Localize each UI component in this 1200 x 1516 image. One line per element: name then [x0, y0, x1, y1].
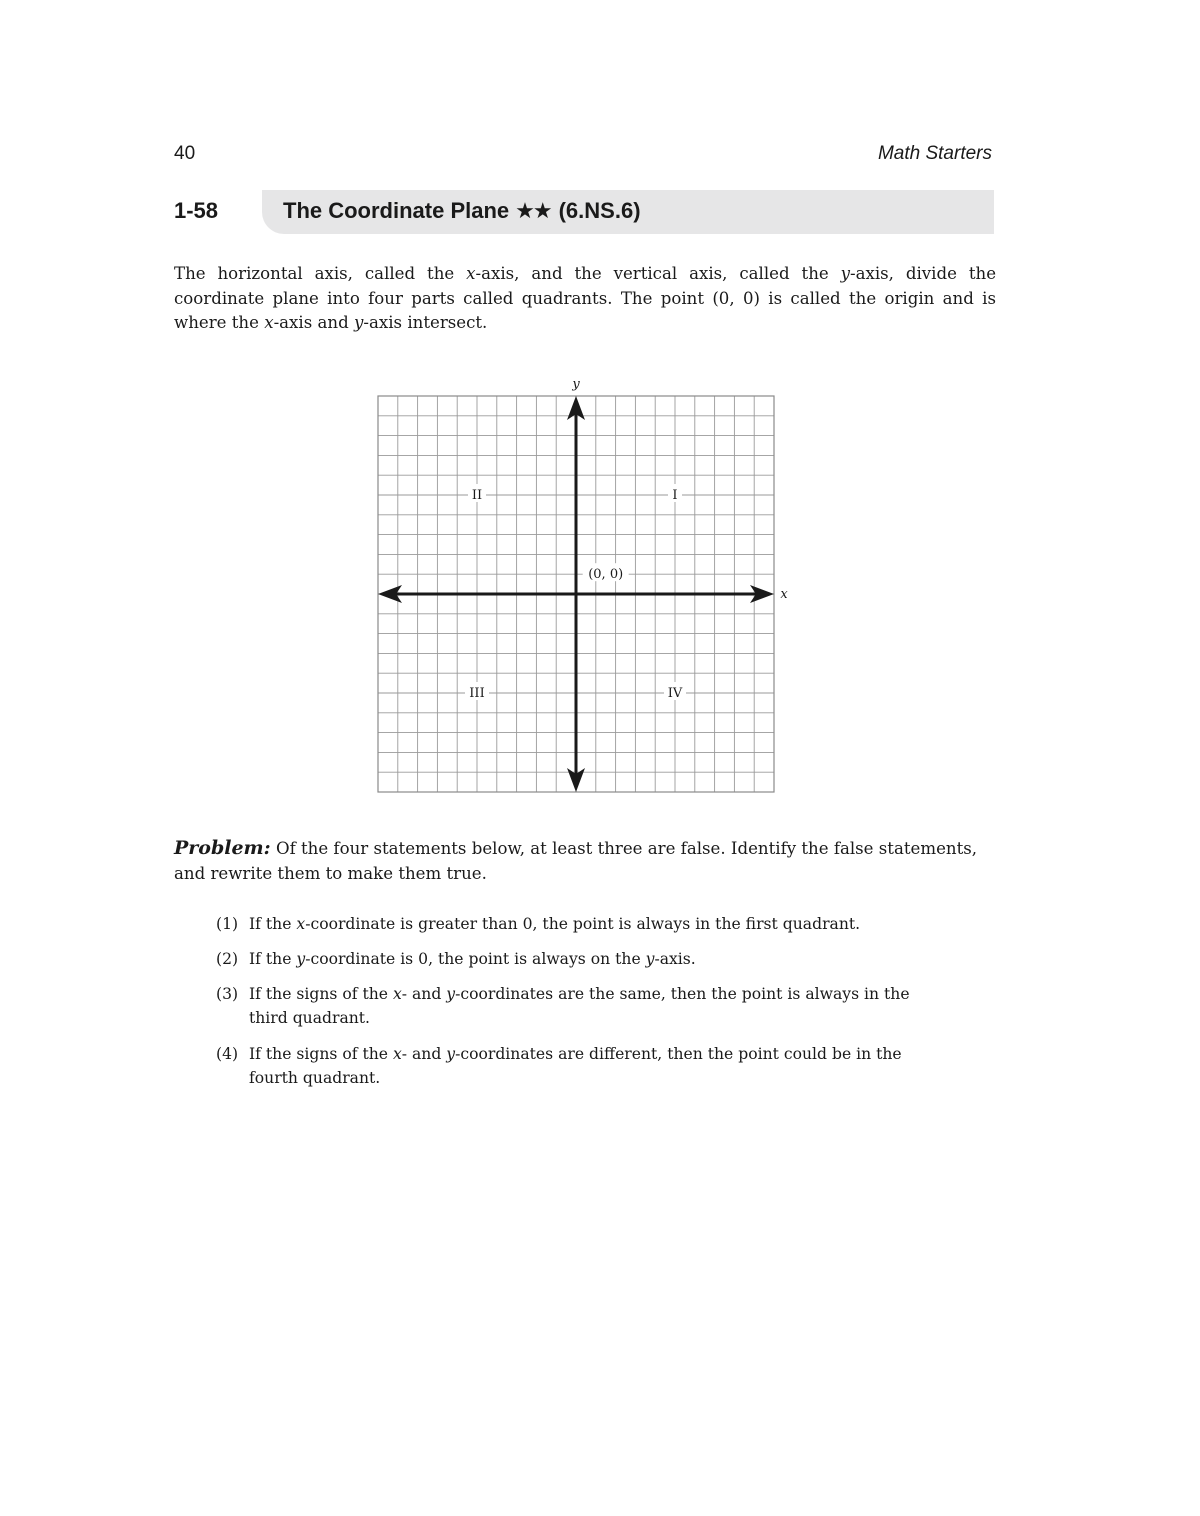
problem-lead: Problem:: [174, 837, 271, 859]
intro-var: x: [466, 264, 476, 283]
statement-1: [216, 912, 926, 936]
statement-text: If the x-coordinate is greater than 0, the point is always in the first quadrant.: [249, 915, 861, 933]
standard-code: (6.NS.6): [558, 198, 641, 223]
quadrant-label-ii: II: [471, 488, 483, 503]
page-number: 40: [174, 143, 196, 164]
origin-label: (0, 0): [588, 567, 624, 583]
statement-text: If the signs of the x- and y-coordinates are the same, then the point is always in the third quadrant.: [249, 985, 910, 1027]
statement-number: (3): [216, 985, 239, 1003]
statement-2: [216, 947, 926, 971]
intro-text: -axis intersect.: [363, 313, 488, 332]
intro-text: -axis and: [273, 313, 354, 332]
intro-text: -axis, and the vertical axis, called the: [475, 264, 841, 283]
x-axis-label: x: [780, 587, 788, 602]
intro-text: -axis, divide the coordinate plane into four parts called quadrants. The point (0, 0) is called the origin and is where the: [174, 264, 997, 332]
problem-number: 1-58: [174, 198, 219, 223]
intro-var: x: [264, 313, 274, 332]
statement-number: (4): [216, 1045, 239, 1063]
statement-text: If the signs of the x- and y-coordinates are different, then the point could be in the fourth quadrant.: [249, 1045, 902, 1087]
problem-paragraph: [174, 836, 996, 886]
problem-text: Of the four statements below, at least three are false. Identify the false statements, and rewrite them to make them true.: [174, 839, 978, 883]
title-text: The Coordinate Plane: [283, 198, 510, 223]
quadrant-label-i: I: [672, 488, 678, 503]
statement-text: If the y-coordinate is 0, the point is always on the y-axis.: [249, 950, 696, 968]
statement-4: [216, 1042, 926, 1090]
statement-3: [216, 982, 926, 1030]
coordinate-plane-figure: [372, 372, 802, 802]
quadrant-label-iii: III: [469, 686, 485, 701]
statement-number: (2): [216, 950, 239, 968]
intro-text: The horizontal axis, called the: [174, 264, 467, 283]
running-head: Math Starters: [877, 143, 992, 164]
difficulty-stars: ★★: [515, 198, 551, 223]
quadrant-label-iv: IV: [667, 686, 683, 701]
intro-paragraph: [174, 262, 996, 336]
problem-title: [283, 198, 641, 224]
statement-number: (1): [216, 915, 239, 933]
y-axis-label: y: [572, 377, 580, 392]
intro-var: y: [840, 264, 850, 283]
intro-var: y: [354, 313, 364, 332]
